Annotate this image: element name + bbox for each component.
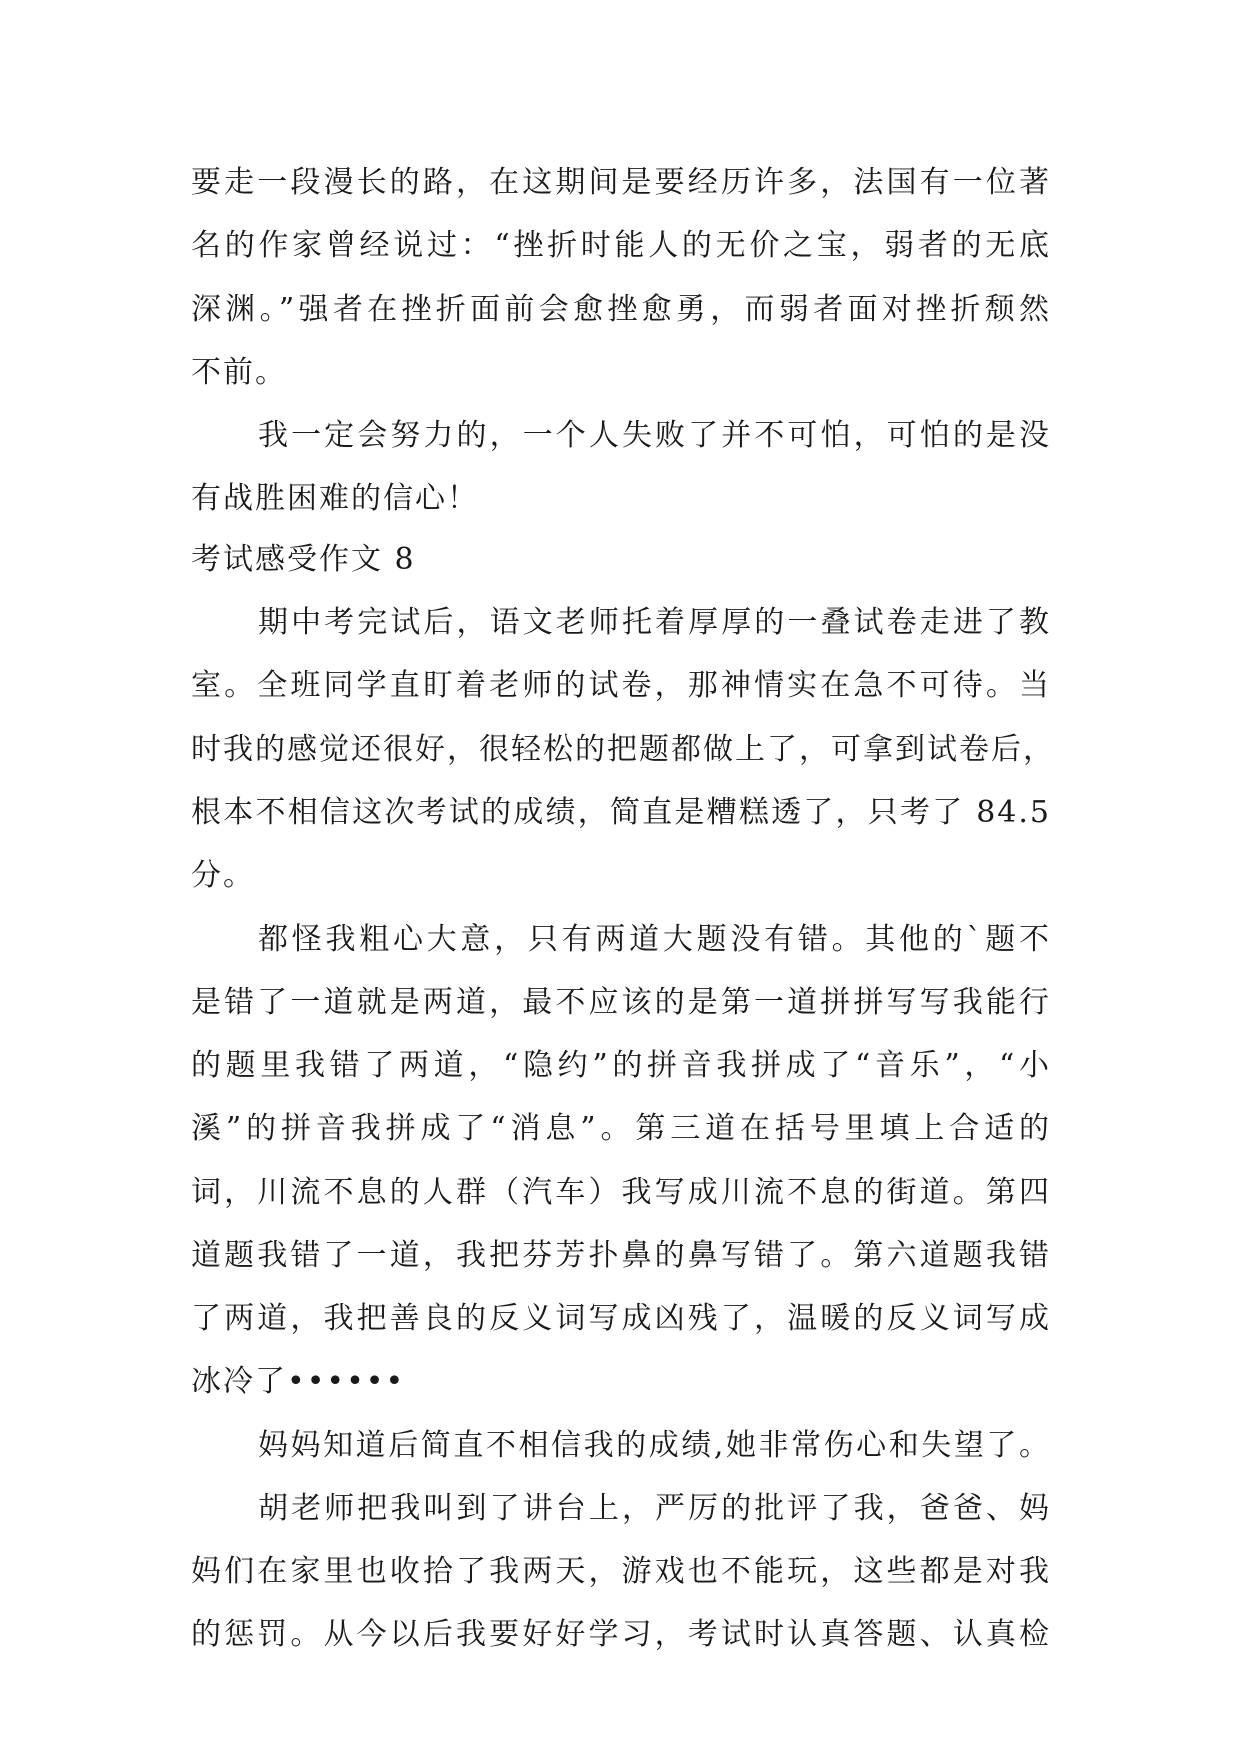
section-heading: 考试感受作文 8	[191, 542, 416, 577]
text-line: 的题里我错了两道，“隐约”的拼音我拼成了“音乐”，“小	[191, 1048, 1051, 1083]
text-line: 室。全班同学直盯着老师的试卷，那神情实在急不可待。当	[191, 668, 1051, 703]
text-line: 都怪我粗心大意，只有两道大题没有错。其他的`题不	[258, 922, 1051, 957]
text-line: 名的作家曾经说过：“挫折时能人的无价之宝，弱者的无底	[191, 228, 1051, 263]
text-line: 了两道，我把善良的反义词写成凶残了，温暖的反义词写成	[191, 1301, 1051, 1336]
text-line: 我一定会努力的，一个人失败了并不可怕，可怕的是没	[258, 418, 1051, 453]
text-line: 道题我错了一道，我把芬芳扑鼻的鼻写错了。第六道题我错	[191, 1238, 1051, 1273]
text-line: 时我的感觉还很好，很轻松的把题都做上了，可拿到试卷后，	[191, 732, 1055, 767]
text-line: 要走一段漫长的路，在这期间是要经历许多，法国有一位著	[191, 165, 1051, 200]
text-line: 妈们在家里也收拾了我两天，游戏也不能玩，这些都是对我	[191, 1554, 1051, 1589]
text-line: 的惩罚。从今以后我要好好学习，考试时认真答题、认真检	[191, 1617, 1051, 1652]
text-line: 词，川流不息的人群（汽车）我写成川流不息的街道。第四	[191, 1175, 1051, 1210]
text-line: 是错了一道就是两道，最不应该的是第一道拼拼写写我能行	[191, 985, 1051, 1020]
text-line: 不前。	[191, 355, 287, 390]
text-line: 深渊。”强者在挫折面前会愈挫愈勇，而弱者面对挫折颓然	[191, 292, 1051, 327]
text-line: 期中考完试后，语文老师托着厚厚的一叠试卷走进了教	[258, 605, 1051, 640]
text-line: 有战胜困难的信心！	[191, 481, 479, 516]
text-line: 分。	[191, 858, 255, 893]
text-line: 根本不相信这次考试的成绩，简直是糟糕透了，只考了 84.5	[191, 795, 1051, 830]
text-line: 妈妈知道后简直不相信我的成绩,她非常伤心和失望了。	[258, 1428, 1051, 1463]
text-line: 冰冷了••••••	[191, 1364, 406, 1399]
text-line: 溪”的拼音我拼成了“消息”。第三道在括号里填上合适的	[191, 1111, 1051, 1146]
text-line: 胡老师把我叫到了讲台上，严厉的批评了我，爸爸、妈	[258, 1491, 1051, 1526]
